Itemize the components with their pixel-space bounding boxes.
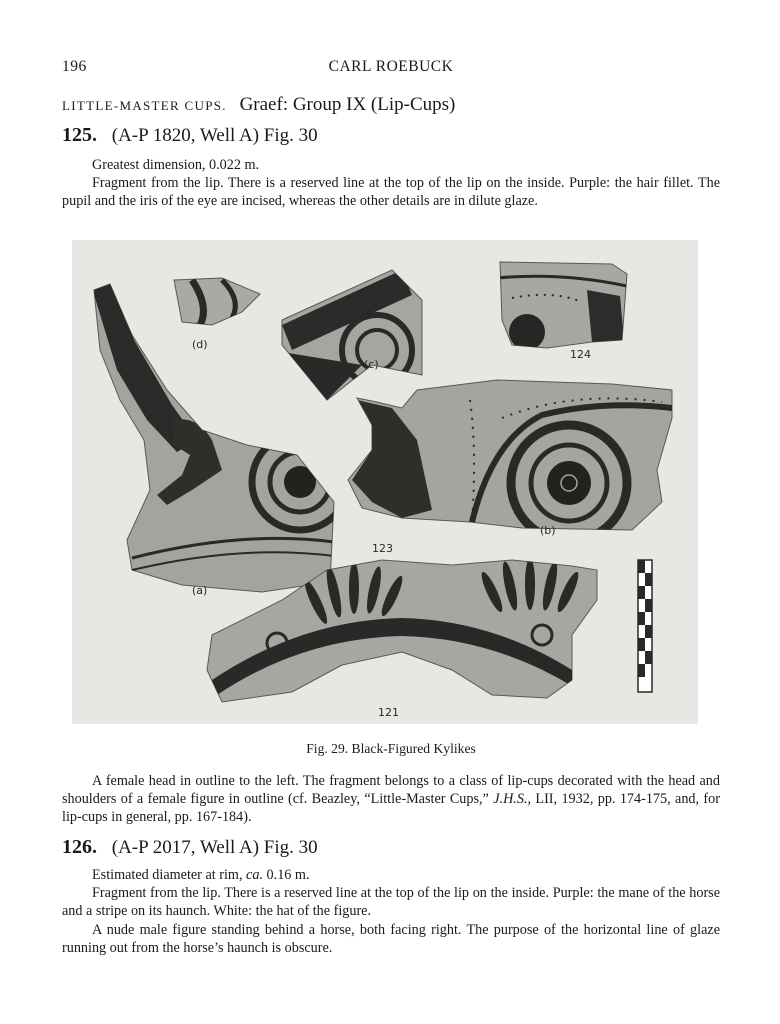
text-run: A female head in outline to the left. The fragment belongs to a class of lip-cups decorated with the head and shoulders of a female figure in outline (cf. Beazley, “Little-Master Cups,” (62, 773, 720, 808)
journal-abbrev: J.H.S. (493, 791, 528, 808)
fragment-124 (497, 262, 627, 350)
paragraph (62, 772, 720, 827)
paragraph (62, 866, 720, 884)
paragraph: Fragment from the lip. There is a reserved line at the top of the lip on the inside. Purple: the mane of the horse and a stripe on its haunch. White: the hat of the figure. (62, 885, 720, 920)
page-number: 196 (62, 58, 87, 75)
text-run: , LII, 1932, pp. 174-175, and, for lip-cups in general, pp. 167-184). (62, 791, 720, 826)
entry-number: 126. (62, 836, 97, 858)
entry-126-text (62, 866, 720, 957)
text-run: 0.16 m. (263, 867, 310, 883)
figure-caption: Fig. 29. Black-Figured Kylikes (306, 741, 476, 756)
entry-125-text (62, 156, 720, 211)
paragraph: Greatest dimension, 0.022 m. (92, 157, 260, 173)
text-run: Estimated diameter at rim, (92, 867, 247, 883)
abbrev-circa: ca. (246, 867, 263, 883)
label-121: 121 (378, 706, 399, 719)
fragment-d (174, 278, 260, 330)
label-a: (a) (192, 584, 208, 597)
section-category: LITTLE-MASTER CUPS. (62, 98, 227, 113)
running-header (62, 58, 720, 80)
entry-126-heading (62, 836, 318, 859)
label-123: 123 (372, 542, 393, 555)
paragraph: Fragment from the lip. There is a reserved line at the top of the lip on the inside. Purple: the hair fillet. The pupil and the iris of the eye are incised, whereas the other details are in dilute glaze. (62, 175, 720, 210)
label-d: (d) (192, 338, 208, 351)
label-124: 124 (570, 348, 591, 361)
paragraph: A nude male figure standing behind a horse, both facing right. The purpose of the horizontal line of glaze running out from the horse’s haunch is obscure. (62, 921, 720, 956)
sherds-photo (72, 240, 698, 724)
section-heading (62, 94, 455, 116)
figure-plate (72, 240, 698, 724)
entry-number: 125. (62, 124, 97, 146)
entry-125-heading (62, 124, 318, 147)
fragment-b (348, 380, 672, 541)
section-title: Graef: Group IX (Lip-Cups) (239, 94, 456, 115)
commentary-text (62, 772, 720, 827)
running-author: CARL ROEBUCK (328, 58, 454, 75)
fragment-c (282, 270, 422, 400)
entry-ref: (A-P 1820, Well A) Fig. 30 (111, 125, 318, 146)
label-b: (b) (540, 524, 556, 537)
scale-bar (638, 560, 652, 692)
entry-ref: (A-P 2017, Well A) Fig. 30 (111, 837, 318, 858)
label-c: (c) (364, 358, 379, 371)
